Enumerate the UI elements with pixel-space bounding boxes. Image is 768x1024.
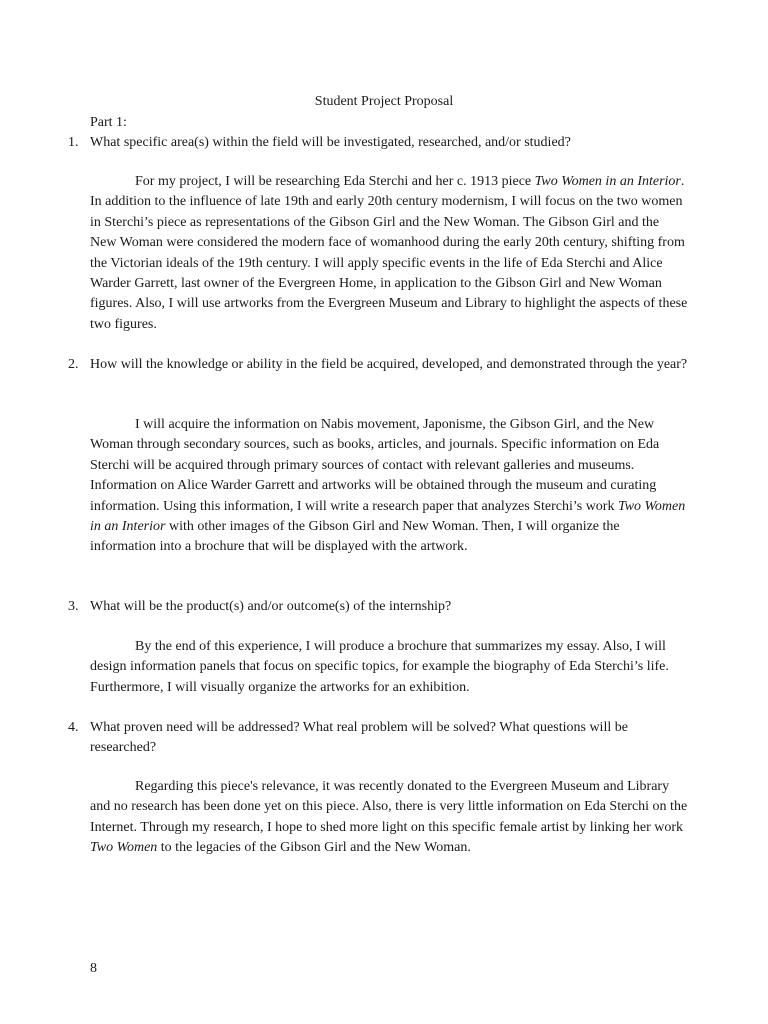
question-number: 4. xyxy=(68,720,79,735)
artwork-title: Two Women xyxy=(90,840,158,856)
answer-text: to the legacies of the Gibson Girl and the New Woman. xyxy=(157,840,471,856)
question-4 xyxy=(68,718,688,759)
question-text: How will the knowledge or ability in the field be acquired, developed, and demonstrated through the year? xyxy=(90,357,688,372)
question-3 xyxy=(68,597,688,617)
question-number: 1. xyxy=(68,135,79,150)
answer-text: Regarding this piece's relevance, it was recently donated to the Evergreen Museum and Library and no research has been done yet on this piece. Also, there is very little information on Eda Sterchi on the Internet. Through my research, I hope to shed more light on this specific female artist by linking her work xyxy=(90,779,688,835)
document-title: Student Project Proposal xyxy=(314,94,454,109)
page-number: 8 xyxy=(90,961,97,976)
answer-text: By the end of this experience, I will produce a brochure that summarizes my essay. Also, I will design information panels that focus on specific topics, for example the biography of Eda Sterchi’s life. Furthermore, I will visually organize the artworks for an exhibition. xyxy=(90,639,669,695)
question-number: 2. xyxy=(68,357,79,372)
answer-text: I will acquire the information on Nabis movement, Japonisme, the Gibson Girl, and the New Woman through secondary sources, such as books, articles, and journals. Specific information on Eda Sterchi will be acquired through primary sources of contact with relevant galleries and museums. Information on Alice Warder Garrett and artworks will be obtained through the museum and curating information. Using this information, I will write a research paper that analyzes Sterchi’s work xyxy=(90,417,660,514)
question-text: What will be the product(s) and/or outcome(s) of the internship? xyxy=(90,599,452,614)
answer-text: with other images of the Gibson Girl and New Woman. Then, I will organize the information into a brochure that will be displayed with the artwork. xyxy=(90,519,620,555)
question-1 xyxy=(68,133,688,153)
answer-1-paragraph xyxy=(90,172,688,335)
question-2 xyxy=(68,355,688,375)
part-label: Part 1: xyxy=(90,115,127,130)
answer-4-paragraph xyxy=(90,777,688,859)
answer-text: For my project, I will be researching Eda Sterchi and her c. 1913 piece xyxy=(135,174,535,189)
answer-3-paragraph xyxy=(90,637,688,698)
question-number: 3. xyxy=(68,599,79,614)
artwork-title: Two Women in an Interior xyxy=(90,498,686,535)
answer-2-paragraph xyxy=(90,415,688,558)
answer-text: . In addition to the influence of late 19th and early 20th century modernism, I will focus on the two women in Sterchi’s piece as representations of the Gibson Girl and the New Woman. The Gibson Girl and the New Woman were considered the modern face of womanhood during the early 20th century, shifting from the Victorian ideals of the 19th century. I will apply specific events in the life of Eda Sterchi and Alice Warder Garrett, last owner of the Evergreen Home, in application to the Gibson Girl and New Woman figures. Also, I will use artworks from the Evergreen Museum and Library to highlight the aspects of these two figures. xyxy=(90,174,688,332)
question-text: What proven need will be addressed? What real problem will be solved? What questions will be researched? xyxy=(90,720,628,756)
question-text: What specific area(s) within the field will be investigated, researched, and/or studied? xyxy=(90,135,571,150)
artwork-title: Two Women in an Interior xyxy=(534,174,681,189)
